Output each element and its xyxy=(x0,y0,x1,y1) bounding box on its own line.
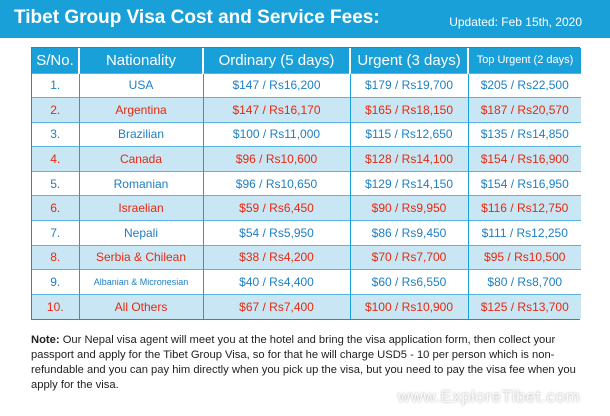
header-bar xyxy=(0,0,610,38)
table-row xyxy=(32,221,581,246)
urgent-fee-cell: $129 / Rs14,150 xyxy=(350,171,468,196)
top-urgent-fee-cell: $154 / Rs16,900 xyxy=(468,147,581,172)
ordinary-fee-cell: $96 / Rs10,650 xyxy=(203,171,350,196)
nationality-cell: Romanian xyxy=(79,171,203,196)
top-urgent-fee-cell: $80 / Rs8,700 xyxy=(468,270,581,295)
urgent-fee-cell: $115 / Rs12,650 xyxy=(350,122,468,147)
ordinary-fee-cell: $96 / Rs10,600 xyxy=(203,147,350,172)
sno-cell: 8. xyxy=(32,245,79,270)
sno-cell: 3. xyxy=(32,122,79,147)
table-row xyxy=(32,294,581,319)
table-row xyxy=(32,171,581,196)
column-header-sno: S/No. xyxy=(32,48,79,73)
sno-cell: 9. xyxy=(32,270,79,295)
urgent-fee-cell: $165 / Rs18,150 xyxy=(350,98,468,123)
table-row xyxy=(32,98,581,123)
column-header-urgent: Urgent (3 days) xyxy=(350,48,468,73)
ordinary-fee-cell: $147 / Rs16,200 xyxy=(203,73,350,98)
nationality-cell: Albanian & Micronesian xyxy=(79,270,203,295)
nationality-cell: Nepali xyxy=(79,221,203,246)
sno-cell: 1. xyxy=(32,73,79,98)
nationality-cell: USA xyxy=(79,73,203,98)
visa-fee-table xyxy=(31,47,580,320)
table-row xyxy=(32,73,581,98)
top-urgent-fee-cell: $111 / Rs12,250 xyxy=(468,221,581,246)
sno-cell: 7. xyxy=(32,221,79,246)
ordinary-fee-cell: $59 / Rs6,450 xyxy=(203,196,350,221)
note-text: Our Nepal visa agent will meet you at the hotel and bring the visa application form, then collect your passport and apply for the Tibet Group Visa, so for that he will charge USD5 - 10 per person which is non-refundable and you can pay him directly when you pick up the visa, but you need to pay the visa fee when you apply for the visa. xyxy=(31,334,576,391)
ordinary-fee-cell: $54 / Rs5,950 xyxy=(203,221,350,246)
sno-cell: 5. xyxy=(32,171,79,196)
top-urgent-fee-cell: $135 / Rs14,850 xyxy=(468,122,581,147)
urgent-fee-cell: $100 / Rs10,900 xyxy=(350,294,468,319)
page-title: Tibet Group Visa Cost and Service Fees: xyxy=(14,7,380,28)
updated-date: Updated: Feb 15th, 2020 xyxy=(449,15,582,29)
nationality-cell: Israelian xyxy=(79,196,203,221)
top-urgent-fee-cell: $187 / Rs20,570 xyxy=(468,98,581,123)
sno-cell: 6. xyxy=(32,196,79,221)
nationality-cell: Canada xyxy=(79,147,203,172)
ordinary-fee-cell: $147 / Rs16,170 xyxy=(203,98,350,123)
table-row xyxy=(32,196,581,221)
top-urgent-fee-cell: $125 / Rs13,700 xyxy=(468,294,581,319)
nationality-cell: Argentina xyxy=(79,98,203,123)
urgent-fee-cell: $128 / Rs14,100 xyxy=(350,147,468,172)
table-row xyxy=(32,270,581,295)
table-header-row xyxy=(32,48,581,73)
urgent-fee-cell: $86 / Rs9,450 xyxy=(350,221,468,246)
note-label: Note: xyxy=(31,334,60,346)
sno-cell: 2. xyxy=(32,98,79,123)
ordinary-fee-cell: $38 / Rs4,200 xyxy=(203,245,350,270)
urgent-fee-cell: $70 / Rs7,700 xyxy=(350,245,468,270)
urgent-fee-cell: $60 / Rs6,550 xyxy=(350,270,468,295)
table-body xyxy=(32,73,581,319)
ordinary-fee-cell: $67 / Rs7,400 xyxy=(203,294,350,319)
top-urgent-fee-cell: $154 / Rs16,950 xyxy=(468,171,581,196)
nationality-cell: Serbia & Chilean xyxy=(79,245,203,270)
urgent-fee-cell: $179 / Rs19,700 xyxy=(350,73,468,98)
top-urgent-fee-cell: $95 / Rs10,500 xyxy=(468,245,581,270)
note-paragraph xyxy=(31,333,591,393)
top-urgent-fee-cell: $205 / Rs22,500 xyxy=(468,73,581,98)
column-header-nationality: Nationality xyxy=(79,48,203,73)
column-header-ordinary: Ordinary (5 days) xyxy=(203,48,350,73)
sno-cell: 4. xyxy=(32,147,79,172)
ordinary-fee-cell: $100 / Rs11,000 xyxy=(203,122,350,147)
table-row xyxy=(32,245,581,270)
nationality-cell: All Others xyxy=(79,294,203,319)
top-urgent-fee-cell: $116 / Rs12,750 xyxy=(468,196,581,221)
urgent-fee-cell: $90 / Rs9,950 xyxy=(350,196,468,221)
ordinary-fee-cell: $40 / Rs4,400 xyxy=(203,270,350,295)
table-row xyxy=(32,122,581,147)
column-header-top-urgent: Top Urgent (2 days) xyxy=(468,48,581,73)
nationality-cell: Brazilian xyxy=(79,122,203,147)
sno-cell: 10. xyxy=(32,294,79,319)
table-row xyxy=(32,147,581,172)
watermark: www.ExploreTibet.com xyxy=(397,387,580,406)
